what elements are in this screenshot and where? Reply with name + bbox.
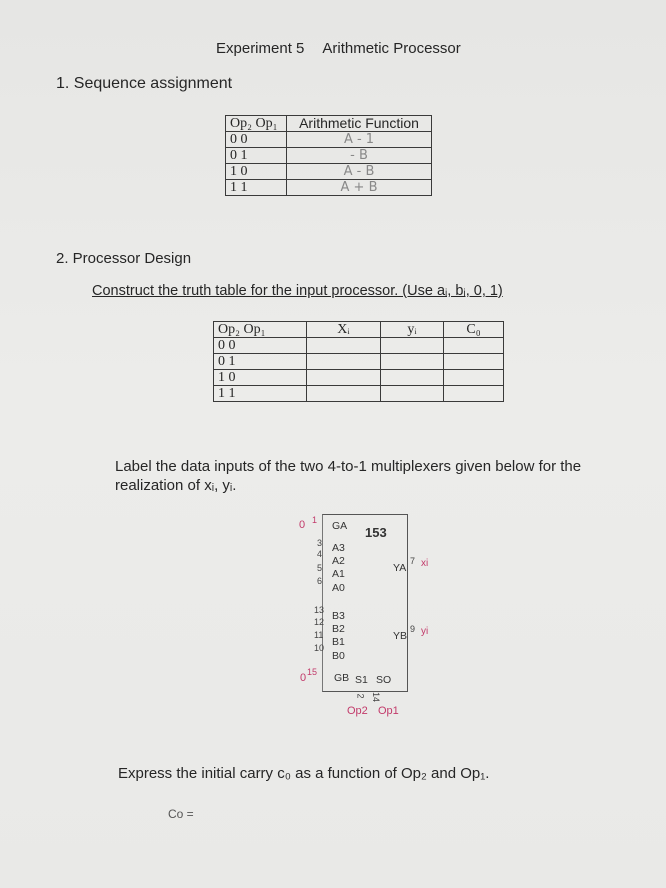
sequence-assignment-table: [225, 115, 432, 196]
truth-table: [213, 321, 504, 402]
table-header-cell: yᵢ: [381, 322, 444, 338]
select-op2: Op2: [347, 705, 368, 717]
pin-number-b0: 10: [314, 643, 325, 653]
chip-id: 153: [365, 525, 387, 540]
blank-cell[interactable]: [381, 338, 444, 354]
table-row: [214, 338, 504, 354]
table-cell: - B: [287, 148, 432, 164]
table-cell: 0 1: [226, 148, 287, 164]
pin-a0: A0: [332, 582, 345, 594]
table-header-cell: Op₂ Op₁: [226, 116, 287, 132]
section-1-heading: 1. Sequence assignment: [56, 75, 233, 92]
pin-b2: B2: [332, 623, 345, 635]
blank-cell[interactable]: [381, 386, 444, 402]
select-op1: Op1: [378, 705, 399, 717]
pin-number-gb: 15: [307, 667, 318, 677]
pin-ga: GA: [332, 520, 348, 532]
carry-instruction: Express the initial carry c₀ as a function of Op₂ and Op₁.: [118, 765, 490, 782]
table-header-cell: Op₂ Op₁: [214, 322, 307, 338]
pin-ya: YA: [393, 562, 407, 574]
blank-cell[interactable]: [444, 354, 504, 370]
output-yi: yi: [421, 626, 429, 637]
table-cell: 0 1: [214, 354, 307, 370]
pin-number-s1: 2: [355, 693, 366, 699]
pin-b0: B0: [332, 650, 345, 662]
pin-s0: SO: [376, 674, 392, 686]
pin-yb: YB: [393, 630, 408, 642]
table-cell: 1 0: [214, 370, 307, 386]
table-row: [214, 354, 504, 370]
table-cell: 0 0: [214, 338, 307, 354]
blank-cell[interactable]: [444, 338, 504, 354]
pin-gb: GB: [334, 672, 350, 684]
pin-number-a1: 5: [317, 563, 323, 573]
pin-number-b3: 13: [314, 605, 325, 615]
truth-table-instruction: Construct the truth table for the input processor. (Use aᵢ, bᵢ, 0, 1): [92, 283, 503, 299]
table-cell: 0 0: [226, 132, 287, 148]
table-header-row: [226, 116, 432, 132]
table-row: [226, 164, 432, 180]
pin-a3: A3: [332, 542, 345, 554]
output-xi: xi: [421, 558, 429, 569]
pin-b1: B1: [332, 636, 345, 648]
enable-a-value: 0: [299, 519, 306, 531]
mux-153-chip: [322, 514, 408, 692]
page-title: [216, 40, 461, 57]
pin-number-a0: 6: [317, 576, 323, 586]
carry-equation[interactable]: Co =: [168, 807, 194, 821]
table-header-cell: Arithmetic Function: [287, 116, 432, 132]
table-cell: A - B: [287, 164, 432, 180]
pin-number-b1: 11: [314, 630, 324, 640]
blank-cell[interactable]: [307, 386, 381, 402]
pin-number-s0: 14: [371, 691, 382, 703]
section-2-heading: 2. Processor Design: [56, 250, 192, 267]
blank-cell[interactable]: [444, 386, 504, 402]
table-row: [226, 148, 432, 164]
pin-number-a3: 3: [317, 538, 323, 548]
blank-cell[interactable]: [381, 370, 444, 386]
pin-b3: B3: [332, 610, 345, 622]
enable-b-value: 0: [300, 672, 307, 684]
table-row: [226, 180, 432, 196]
pin-s1: S1: [355, 674, 368, 686]
table-row: [214, 370, 504, 386]
table-row: [226, 132, 432, 148]
pin-number-ya: 7: [410, 556, 416, 566]
table-row: [214, 386, 504, 402]
table-header-cell: C₀: [444, 322, 504, 338]
pin-number-b2: 12: [314, 617, 325, 627]
table-cell: A + B: [287, 180, 432, 196]
experiment-label: Experiment 5: [216, 40, 305, 57]
table-cell: 1 1: [214, 386, 307, 402]
table-header-cell: Xᵢ: [307, 322, 381, 338]
mux-instruction: Label the data inputs of the two 4-to-1 multiplexers given below for the realization of xᵢ, yᵢ.: [115, 458, 582, 494]
blank-cell[interactable]: [444, 370, 504, 386]
pin-number-ga: 1: [312, 515, 318, 525]
blank-cell[interactable]: [381, 354, 444, 370]
blank-cell[interactable]: [307, 354, 381, 370]
blank-cell[interactable]: [307, 370, 381, 386]
pin-number-a2: 4: [317, 549, 323, 559]
table-cell: 1 1: [226, 180, 287, 196]
blank-cell[interactable]: [307, 338, 381, 354]
pin-number-yb: 9: [410, 624, 416, 634]
pin-a1: A1: [332, 568, 345, 580]
table-cell: A - 1: [287, 132, 432, 148]
table-header-row: [214, 322, 504, 338]
table-cell: 1 0: [226, 164, 287, 180]
experiment-title: Arithmetic Processor: [322, 40, 461, 57]
pin-a2: A2: [332, 555, 345, 567]
